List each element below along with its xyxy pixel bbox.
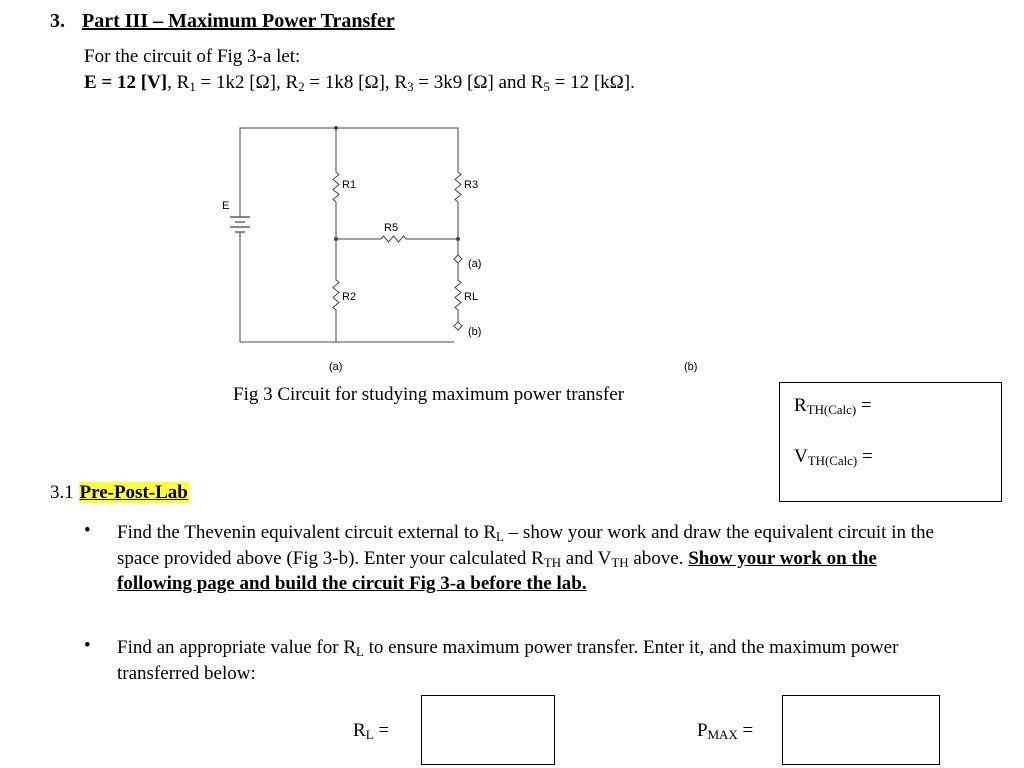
- circuit-schematic: [200, 120, 760, 380]
- bullet-text-1: Find the Thevenin equivalent circuit external to $R_L$ – show your work and draw the equivalent circuit in the space provided above (Fig 3-b). Enter your calculated $R_{TH}$ and $V_{TH}$ above. Show your work on the following page and build the circuit Fig 3-a before the lab.: [117, 522, 934, 594]
- bullet-text-2: Find an appropriate value for $R_L$ to ensure maximum power transfer. Enter it, and the maximum power transferred below:: [117, 637, 899, 684]
- section-number: 3.: [50, 10, 65, 32]
- label-r2: R2: [342, 291, 357, 303]
- pmax-answer-box[interactable]: [782, 695, 940, 765]
- junction-top: [334, 126, 338, 130]
- label-e: E: [222, 200, 230, 212]
- given-e: E = 12 [V]: [84, 72, 168, 93]
- subsection-number: 3.1: [50, 482, 79, 503]
- thevenin-answer-box[interactable]: [779, 382, 1002, 502]
- resistor-rl: [455, 263, 461, 322]
- subsection-heading: [50, 482, 189, 504]
- label-fig-b: (b): [684, 361, 698, 373]
- rl-answer-box[interactable]: [421, 695, 555, 765]
- label-r3: R3: [464, 179, 479, 191]
- resistor-r1: [333, 168, 339, 238]
- vth-calc-field: $V_{TH(Calc)}$ =: [794, 446, 873, 469]
- bullet-1-emphasis: Show your work on the following page and build the circuit Fig 3-a before the lab.: [117, 547, 877, 594]
- section-title: Part III – Maximum Power Transfer: [82, 10, 395, 32]
- label-r5: R5: [384, 222, 399, 234]
- label-r1: R1: [342, 179, 357, 191]
- resistor-r3: [455, 168, 461, 238]
- terminal-a-node: [454, 255, 462, 263]
- label-terminal-a: (a): [468, 258, 482, 270]
- label-fig-a: (a): [329, 361, 343, 373]
- label-rl: RL: [464, 291, 479, 303]
- rth-calc-field: $R_{TH(Calc)}$ =: [794, 395, 872, 418]
- given-values: E = 12 [V], $R_1 = 1k2$ [Ω], $R_2 = 1k8$ [Ω], $R_3 = 3k9$ [Ω] and $R_5 = 12$ [kΩ].: [84, 72, 635, 95]
- label-terminal-b: (b): [468, 326, 482, 338]
- subsection-title: Pre-Post-Lab: [79, 482, 188, 503]
- pmax-answer-label: $P_{MAX}$ =: [697, 720, 754, 743]
- terminal-b-node: [454, 322, 462, 330]
- bullet-marker-2: •: [84, 635, 91, 656]
- bullet-marker-1: •: [84, 520, 91, 541]
- figure-caption: Fig 3 Circuit for studying maximum power transfer: [233, 384, 625, 405]
- intro-text: For the circuit of Fig 3-a let:: [84, 46, 301, 67]
- section-heading: [50, 10, 395, 33]
- junction-mid-right: [456, 237, 460, 241]
- resistor-r5: [336, 236, 458, 242]
- wire-left: [240, 128, 458, 205]
- resistor-r2: [333, 239, 339, 342]
- junction-mid-left: [334, 237, 338, 241]
- rl-answer-label: $R_L$ =: [353, 720, 390, 743]
